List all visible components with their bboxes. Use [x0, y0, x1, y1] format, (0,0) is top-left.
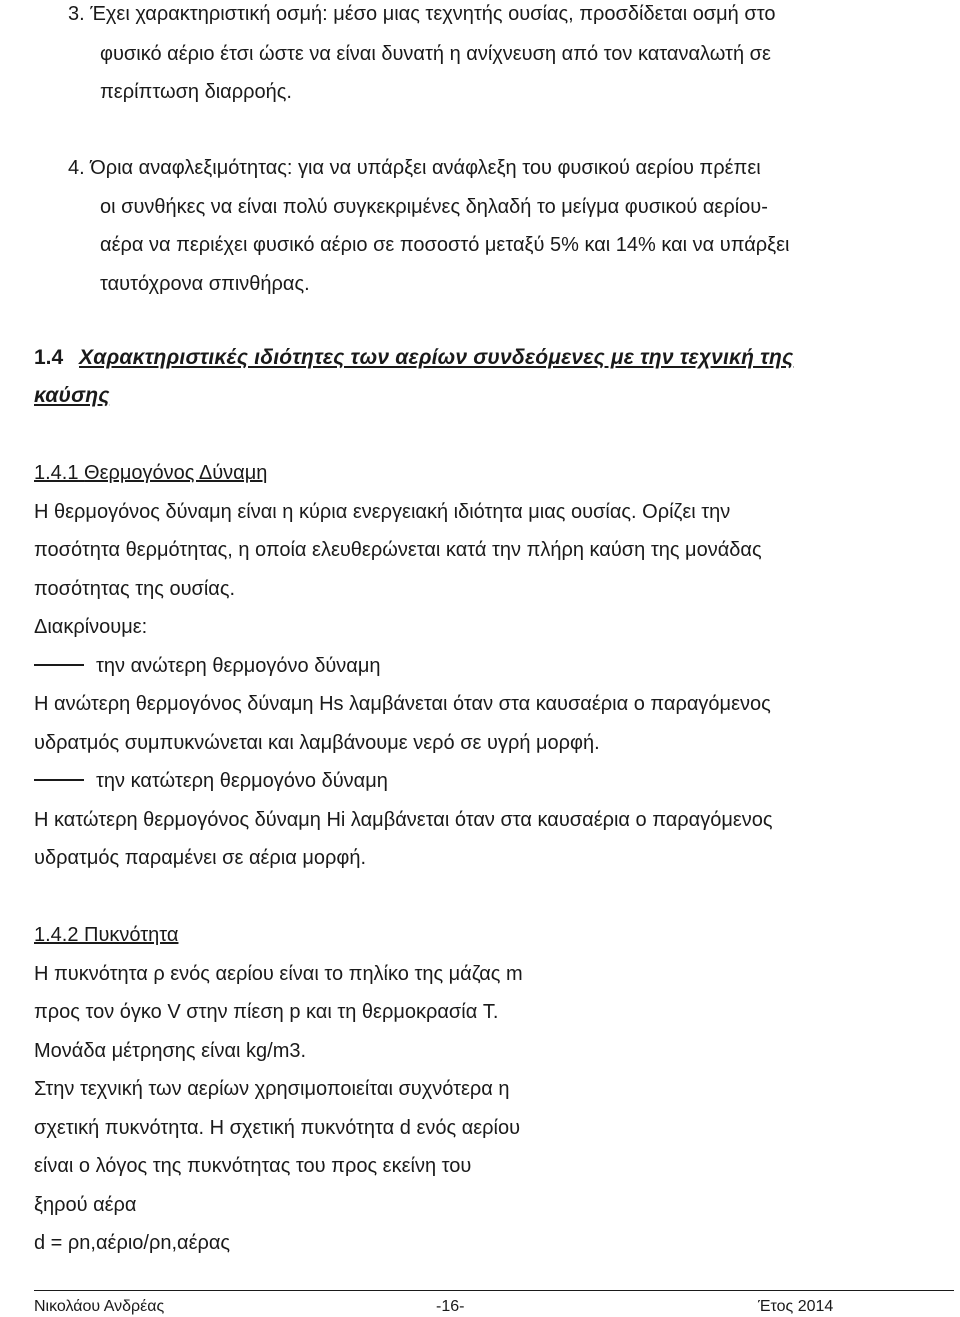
density-line-1: Η πυκνότητα ρ ενός αερίου είναι το πηλίκο της μάζας m	[34, 963, 523, 985]
density-line-7: ξηρού αέρα	[34, 1194, 137, 1216]
section-1-4-number: 1.4	[34, 346, 64, 369]
density-line-5: σχετική πυκνότητα. Η σχετική πυκνότητα d ενός αερίου	[34, 1117, 521, 1139]
item-3-line-1: 3. Έχει χαρακτηριστική οσμή: μέσο μιας τεχνητής ουσίας, προσδίδεται οσμή στο	[68, 3, 776, 25]
item-3-line-2: φυσικό αέριο έτσι ώστε να είναι δυνατή η ανίχνευση από τον καταναλωτή σε	[100, 43, 771, 65]
heating-value-p1-line-3: ποσότητας της ουσίας.	[34, 578, 236, 600]
heating-value-p1-line-1: Η θερμογόνος δύναμη είναι η κύρια ενεργειακή ιδιότητα μιας ουσίας. Ορίζει την	[34, 501, 731, 523]
density-line-2: προς τον όγκο V στην πίεση p και τη θερμοκρασία T.	[34, 1001, 499, 1023]
item-4-line-4: ταυτόχρονα σπινθήρας.	[100, 273, 310, 295]
density-line-3: Μονάδα μέτρησης είναι kg/m3.	[34, 1040, 307, 1062]
density-formula: d = ρn,αέριο/ρn,αέρας	[34, 1232, 231, 1254]
upper-heating-value-line-1: Η ανώτερη θερμογόνος δύναμη Hs λαμβάνεται όταν στα καυσαέρια ο παραγόμενος	[34, 693, 771, 715]
section-1-4-heading	[34, 346, 793, 370]
lower-heating-value-line-1: Η κατώτερη θερμογόνος δύναμη Hi λαμβάνεται όταν στα καυσαέρια ο παραγόμενος	[34, 809, 773, 831]
lower-heating-value-item	[34, 769, 388, 793]
distinguish-label: Διακρίνουμε:	[34, 616, 148, 638]
section-1-4-2-heading: 1.4.2 Πυκνότητα	[34, 924, 179, 946]
em-dash-bullet	[34, 664, 84, 666]
upper-heating-value-item	[34, 654, 381, 678]
item-4-line-1: 4. Όρια αναφλεξιμότητας: για να υπάρξει ανάφλεξη του φυσικού αερίου πρέπει	[68, 157, 761, 179]
section-1-4-title-line-1: Χαρακτηριστικές ιδιότητες των αερίων συνδεόμενες με την τεχνική της	[79, 346, 794, 369]
density-line-4: Στην τεχνική των αερίων χρησιμοποιείται συχνότερα η	[34, 1078, 510, 1100]
item-4-line-3: αέρα να περιέχει φυσικό αέριο σε ποσοστό μεταξύ 5% και 14% και να υπάρξει	[100, 234, 790, 256]
section-1-4-1-heading	[34, 461, 267, 485]
lower-heating-value-line-2: υδρατμός παραμένει σε αέρια μορφή.	[34, 847, 367, 869]
section-1-4-title-line-2: καύσης	[34, 384, 110, 407]
footer-author: Νικολάου Ανδρέας	[34, 1298, 165, 1315]
footer-page-number: -16-	[436, 1298, 465, 1315]
section-1-4-1-title: Θερμογόνος Δύναμη	[84, 462, 268, 484]
lower-heating-value-title: την κατώτερη θερμογόνο δύναμη	[96, 770, 388, 792]
section-1-4-1-number: 1.4.1	[34, 462, 79, 484]
footer-rule	[34, 1290, 954, 1291]
footer-year: Έτος 2014	[758, 1298, 834, 1315]
item-4-line-2: οι συνθήκες να είναι πολύ συγκεκριμένες δηλαδή το μείγμα φυσικού αερίου-	[100, 196, 768, 218]
density-line-6: είναι ο λόγος της πυκνότητας του προς εκείνη του	[34, 1155, 472, 1177]
upper-heating-value-line-2: υδρατμός συμπυκνώνεται και λαμβάνουμε νερό σε υγρή μορφή.	[34, 732, 600, 754]
em-dash-bullet	[34, 779, 84, 781]
heating-value-p1-line-2: ποσότητα θερμότητας, η οποία ελευθερώνεται κατά την πλήρη καύση της μονάδας	[34, 539, 762, 561]
upper-heating-value-title: την ανώτερη θερμογόνο δύναμη	[96, 655, 381, 677]
item-3-line-3: περίπτωση διαρροής.	[100, 81, 292, 103]
